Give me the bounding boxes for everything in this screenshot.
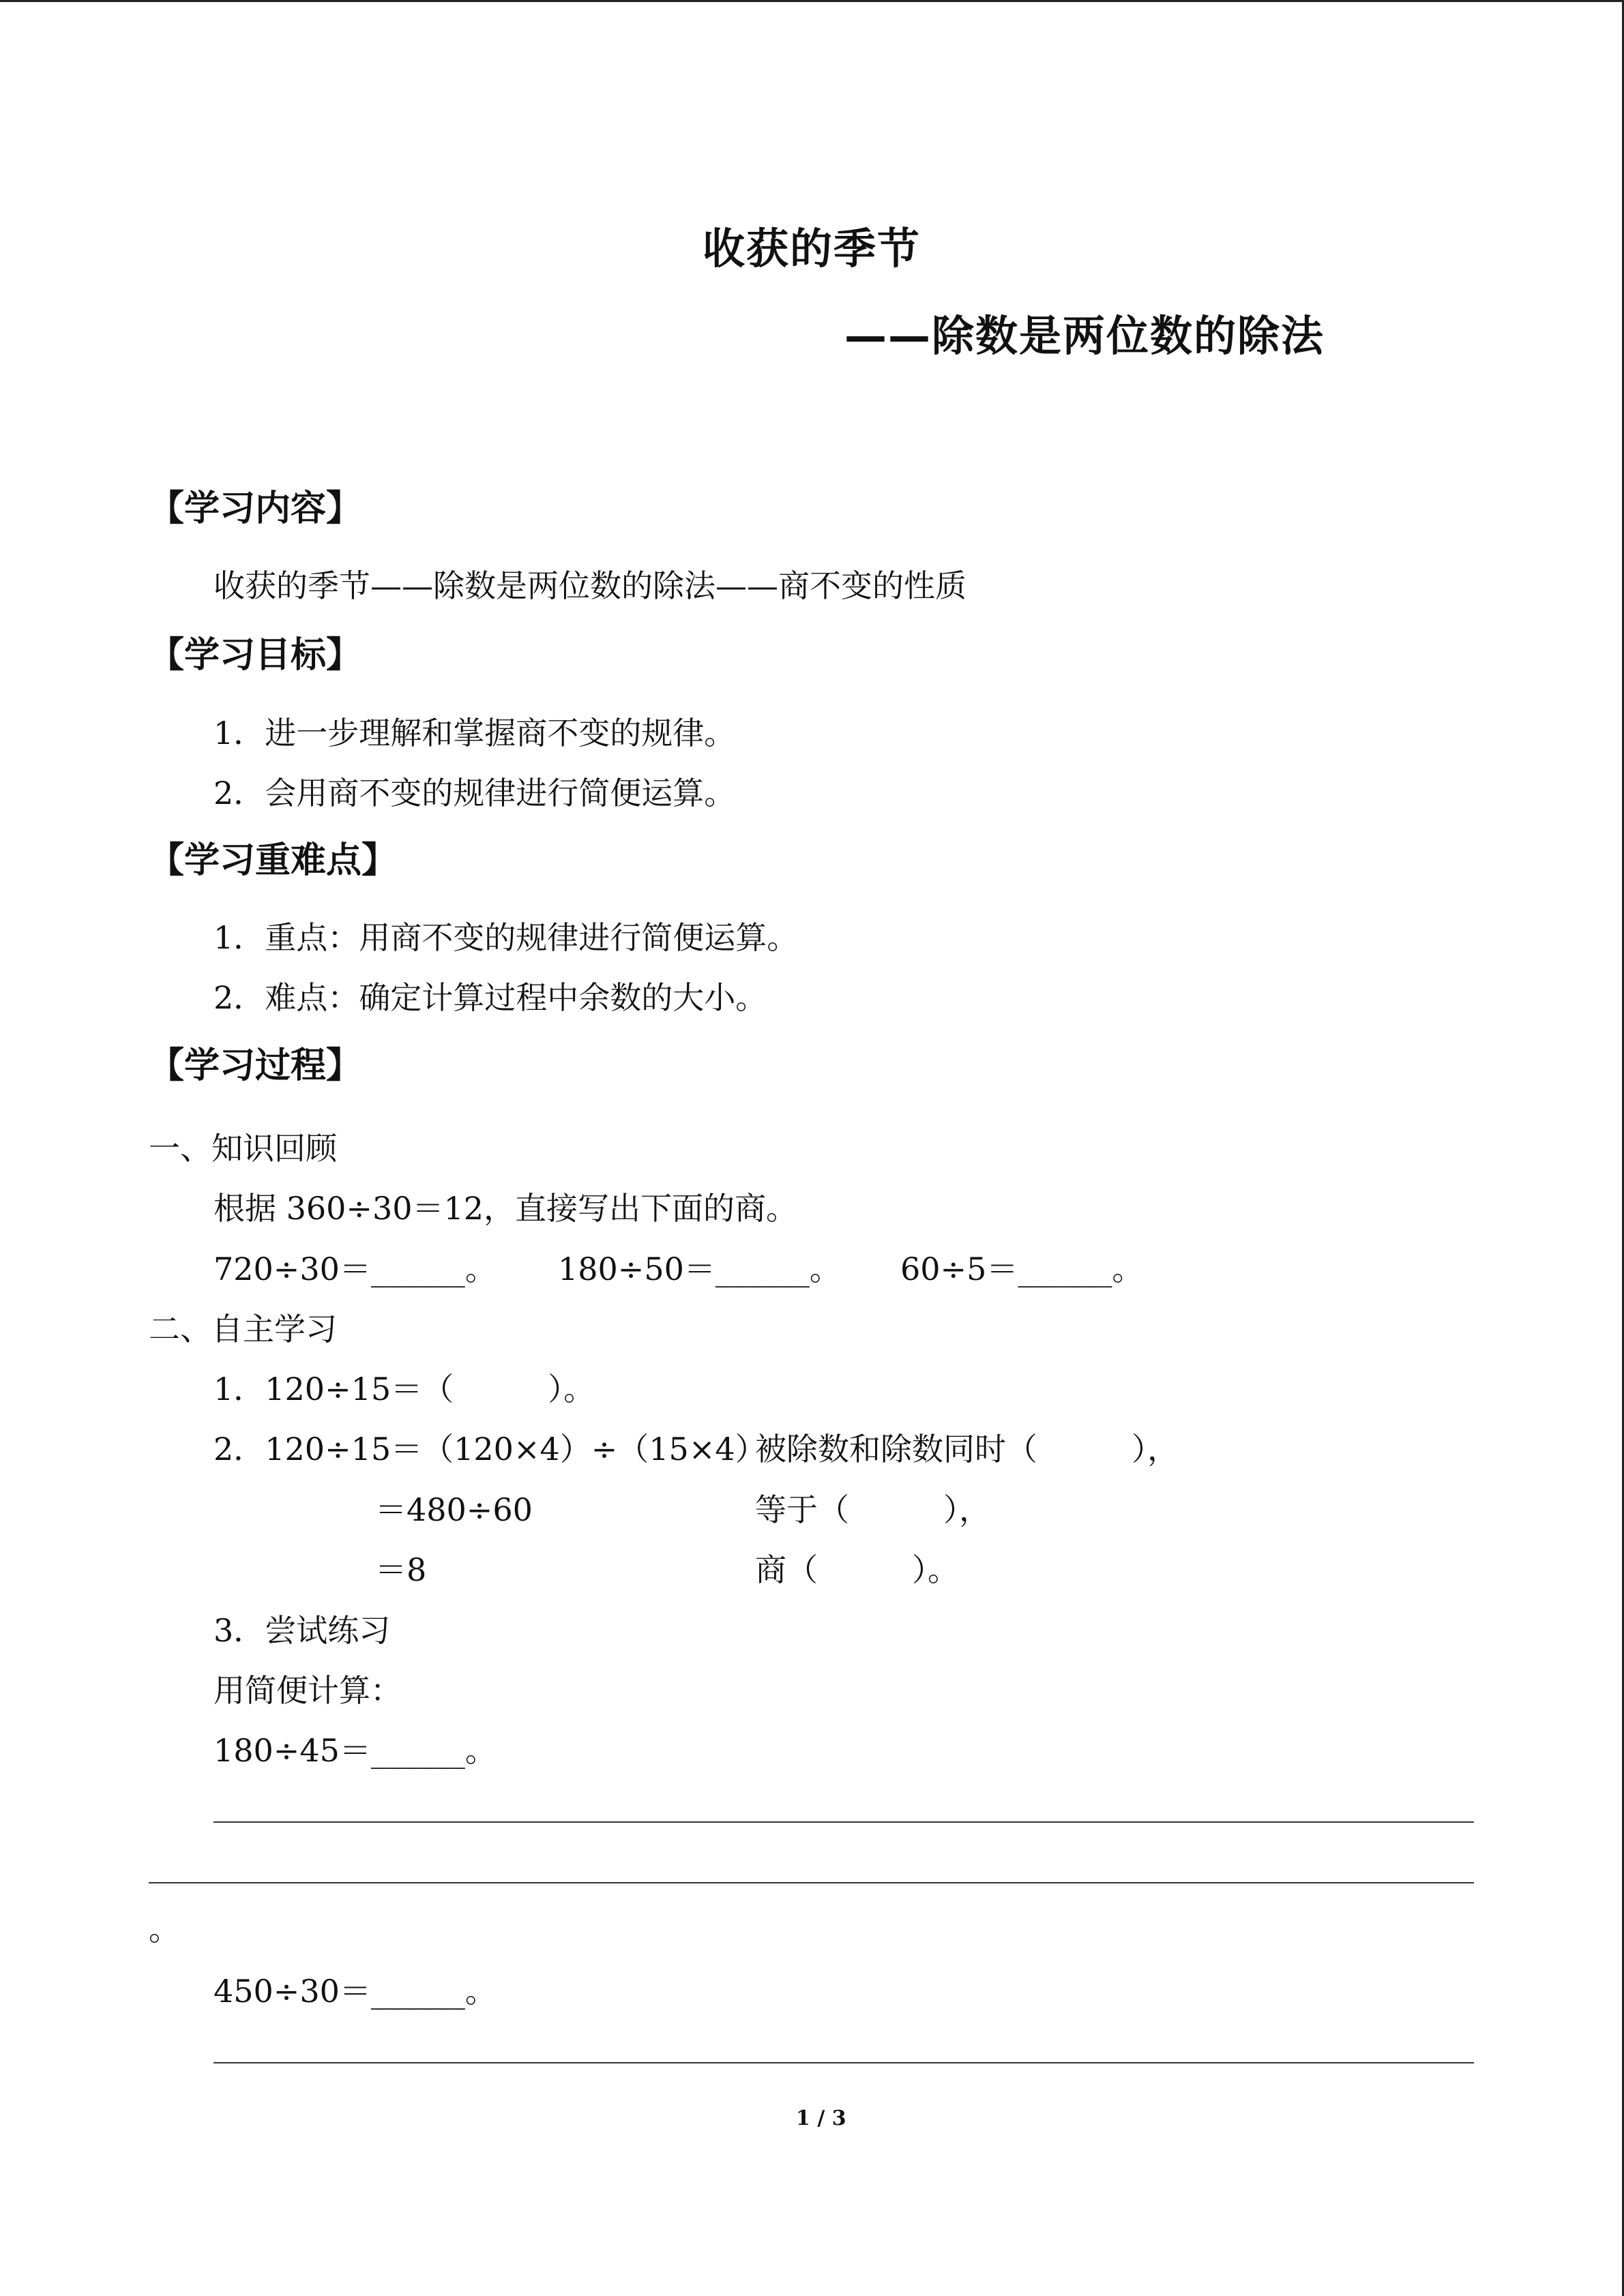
self-study-item-2-line-3: ＝8 [375,1551,427,1588]
self-study-item-1: 1．120÷15＝（ ）。 [213,1371,595,1407]
goal-item-2: 2．会用商不变的规律进行简便运算。 [213,775,736,811]
practice-problem-a: 180÷45＝______。 [213,1732,497,1769]
section-heading-goals: 【学习目标】 [149,635,362,676]
answer-line-3 [213,2062,1474,2063]
answer-line-1 [213,1821,1474,1823]
review-problem-2: 180÷50＝______。 [558,1251,841,1287]
self-study-item-2-line-2: ＝480÷60 [375,1491,533,1528]
self-study-item-2-note-1: 被除数和除数同时（ ）， [755,1431,1179,1467]
stray-period: 。 [149,1911,180,1948]
self-study-item-2-line-1: 2．120÷15＝（120×4）÷（15×4） [213,1431,767,1467]
section-heading-process: 【学习过程】 [149,1045,362,1086]
key-point-item-2: 2．难点：确定计算过程中余数的大小。 [213,979,767,1016]
review-problem-3: 60÷5＝______。 [900,1251,1144,1287]
review-title: 一、知识回顾 [149,1130,337,1167]
goal-item-1: 1．进一步理解和掌握商不变的规律。 [213,715,736,751]
review-instruction: 根据 360÷30＝12，直接写出下面的商。 [213,1190,798,1227]
self-study-title: 二、自主学习 [149,1311,337,1347]
simple-calc-label: 用简便计算： [213,1672,402,1709]
self-study-item-3: 3．尝试练习 [213,1612,391,1649]
content-text: 收获的季节——除数是两位数的除法——商不变的性质 [213,567,966,604]
practice-problem-b: 450÷30＝______。 [213,1973,497,2010]
key-point-item-1: 1．重点：用商不变的规律进行简便运算。 [213,919,799,956]
section-heading-key-points: 【学习重难点】 [149,840,398,881]
review-problem-1: 720÷30＝______。 [213,1251,497,1287]
self-study-item-2-note-2: 等于（ ）， [755,1491,990,1528]
self-study-item-2-note-3: 商（ ）。 [755,1551,959,1588]
answer-line-2 [149,1882,1474,1883]
page-number: 1 / 3 [796,2106,846,2130]
page-title: 收获的季节 [703,224,921,273]
page-subtitle: ——除数是两位数的除法 [844,311,1325,361]
section-heading-content: 【学习内容】 [149,488,362,529]
